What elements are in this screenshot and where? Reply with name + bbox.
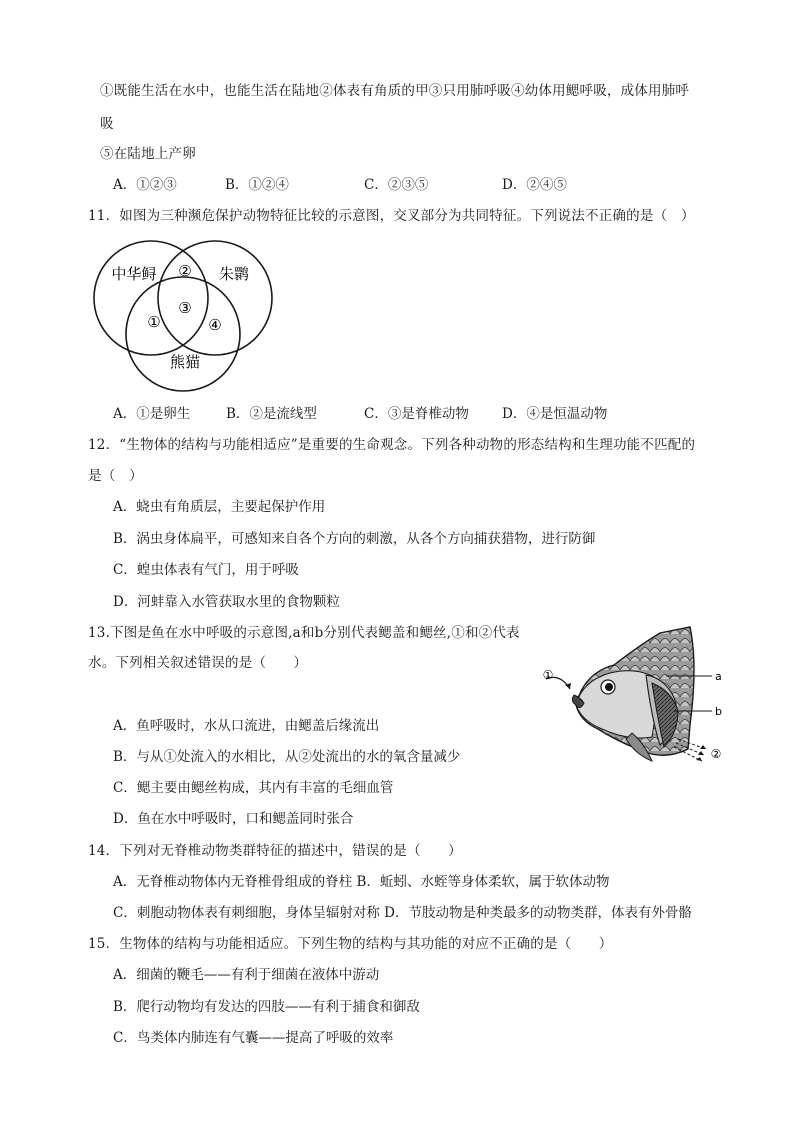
q14-options-line2: C．刺胞动物体表有刺细胞，身体呈辐射对称 D．节肢动物是种类最多的动物类群，体表有外骨骼 (113, 905, 692, 921)
q10-stem-line3: ⑤在陆地上产卵 (100, 146, 196, 162)
q10-stem-line1: ①既能生活在水中，也能生活在陆地②体表有角质的甲③只用肺呼吸④幼体用鳃呼吸，成体用肺呼 (100, 83, 690, 99)
venn-region-1: ① (147, 313, 161, 331)
label-a: a (715, 670, 722, 683)
q13-fish-gill-figure (540, 625, 726, 765)
venn-circle-chinese-sturgeon (94, 241, 208, 355)
water-in-label: ① (542, 668, 554, 682)
venn-circle-crested-ibis (158, 241, 272, 355)
q15-stem: 15．生物体的结构与功能相适应。下列生物的结构与其功能的对应不正确的是（ ） (88, 936, 613, 952)
q13-stem-line2: 水。下列相关叙述错误的是（ ） (88, 655, 308, 671)
q10-option-a: A．①②③ (113, 177, 177, 193)
q12-option-d: D．河蚌靠入水管获取水里的食物颗粒 (113, 594, 340, 610)
q11-venn-diagram (90, 236, 280, 394)
q10-option-d: D．②④⑤ (502, 177, 567, 193)
q12-stem-line2: 是（ ） (88, 468, 143, 484)
venn-region-2: ② (178, 262, 192, 280)
q13-stem-line1: 13.下图是鱼在水中呼吸的示意图,a和b分别代表鳃盖和鳃丝,①和②代表 (88, 625, 520, 641)
venn-label-panda: 熊猫 (169, 353, 201, 371)
q14-stem: 14．下列对无脊椎动物类群特征的描述中，错误的是（ ） (88, 843, 462, 859)
q10-stem-line2: 吸 (100, 116, 114, 132)
venn-region-4: ④ (208, 316, 222, 334)
venn-region-3: ③ (178, 299, 192, 317)
venn-label-crested-ibis: 朱鹮 (218, 265, 250, 283)
q10-option-c: C．②③⑤ (364, 177, 429, 193)
q15-option-b: B．爬行动物均有发达的四肢——有利于捕食和御敌 (113, 999, 420, 1015)
q13-option-d: D．鱼在水中呼吸时，口和鳃盖同时张合 (113, 811, 354, 827)
q13-option-b: B．与从①处流入的水相比，从②处流出的水的氧含量减少 (113, 749, 461, 765)
q13-option-c: C．鳃主要由鳃丝构成，其内有丰富的毛细血管 (113, 780, 394, 796)
q11-stem: 11．如图为三种濒危保护动物特征比较的示意图，交叉部分为共同特征。下列说法不正确的是（ ） (88, 208, 695, 224)
water-out-label: ② (710, 747, 722, 761)
venn-circle-panda (126, 277, 240, 391)
q12-option-c: C．蝗虫体表有气门，用于呼吸 (113, 562, 299, 578)
q11-option-a: A．①是卵生 (113, 406, 191, 422)
q13-option-a: A．鱼呼吸时，水从口流进，由鳃盖后缘流出 (113, 718, 380, 734)
venn-label-chinese-sturgeon: 中华鲟 (111, 265, 157, 283)
q11-option-c: C．③是脊椎动物 (364, 406, 469, 422)
q12-stem-line1: 12．“生物体的结构与功能相适应”是重要的生命观念。下列各种动物的形态结构和生理功能不匹配的 (88, 437, 696, 453)
q12-option-a: A．蛲虫有角质层，主要起保护作用 (113, 499, 326, 515)
q15-option-a: A．细菌的鞭毛——有利于细菌在液体中游动 (113, 967, 380, 983)
q11-option-b: B．②是流线型 (226, 406, 317, 422)
label-b: b (715, 705, 722, 718)
q14-options-line1: A．无脊椎动物体内无脊椎骨组成的脊柱 B．蚯蚓、水蛭等身体柔软，属于软体动物 (113, 874, 610, 890)
q15-option-c: C．鸟类体内肺连有气囊——提高了呼吸的效率 (113, 1030, 394, 1046)
q10-option-b: B．①②④ (225, 177, 289, 193)
q12-option-b: B．涡虫身体扁平，可感知来自各个方向的刺激，从各个方向捕获猎物，进行防御 (113, 531, 596, 547)
fish-pupil (605, 683, 613, 691)
q11-option-d: D．④是恒温动物 (502, 406, 608, 422)
